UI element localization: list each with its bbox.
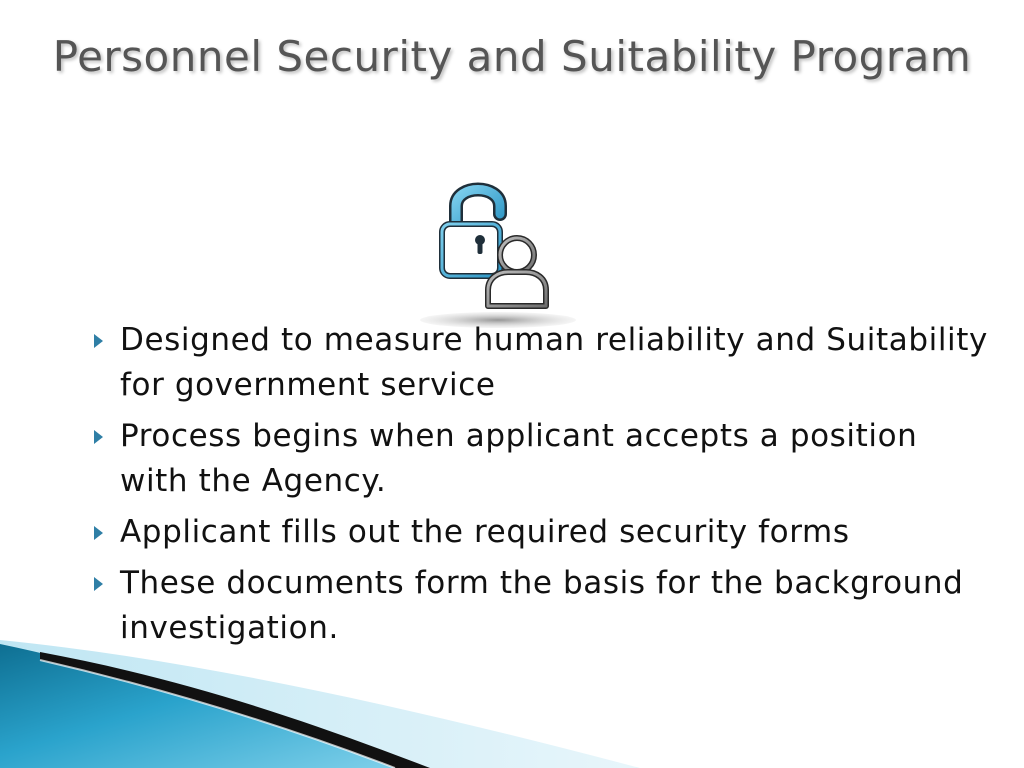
- list-item: [88, 510, 988, 555]
- slide-title: Personnel Security and Suitability Program: [52, 32, 972, 81]
- bullet-text: Process begins when applicant accepts a position with the Agency.: [120, 418, 918, 499]
- decorative-wave: [0, 600, 1024, 768]
- lock-person-icon: [418, 168, 578, 334]
- bullet-arrow-icon: [94, 526, 103, 540]
- list-item: [88, 318, 988, 408]
- bullet-text: Designed to measure human reliability and Suitability for government service: [120, 322, 988, 403]
- bullet-text: Applicant fills out the required security forms: [120, 514, 850, 550]
- bullet-arrow-icon: [94, 577, 103, 591]
- bullet-arrow-icon: [94, 430, 103, 444]
- list-item: [88, 414, 988, 504]
- bullet-text: These documents form the basis for the background investigation.: [120, 565, 964, 646]
- bullet-arrow-icon: [94, 334, 103, 348]
